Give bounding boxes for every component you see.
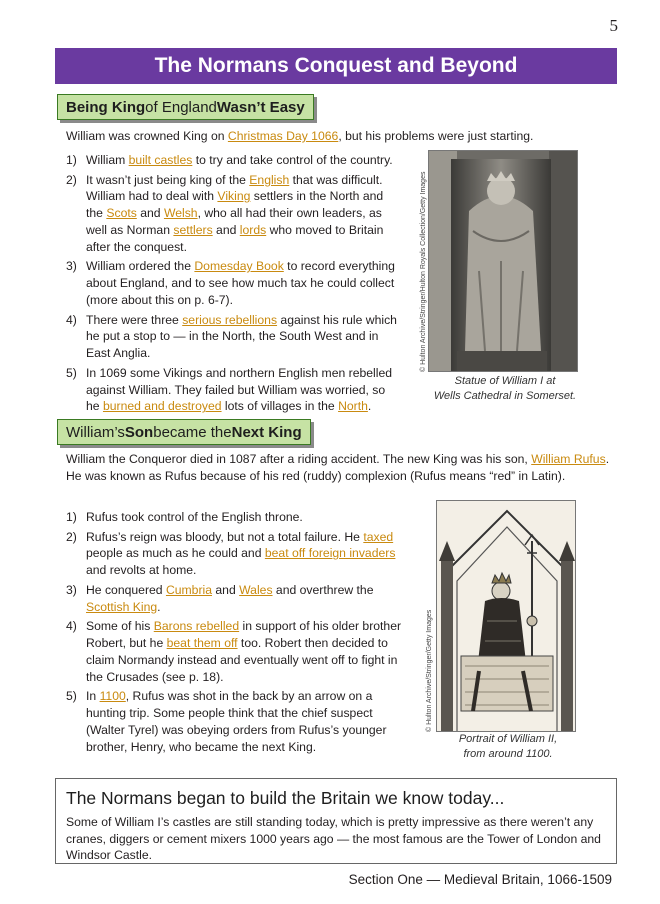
page-footer: Section One — Medieval Britain, 1066-1509 (348, 872, 612, 887)
text-run: too. Robert then decided to claim Normandy instead and eventually went off to fight in the Crusades (see p. 18). (86, 635, 398, 684)
key-term: Barons rebelled (153, 619, 240, 634)
key-term: beat off foreign invaders (264, 546, 396, 561)
text-run: There were three (86, 312, 183, 327)
caption-portrait-line1: Portrait of William II, (458, 733, 558, 745)
text-run: , Rufus was shot in the back by an arrow on a hunting trip. Some people think that the chief suspect (Walter Tyrel) was obeying orders from Rufus’s younger brother, Henry, who became the next King. (86, 689, 387, 754)
section2-heading-part: Son (124, 423, 154, 441)
text-run: to try and take control of the country. (192, 153, 393, 167)
photo-credit-statue: © Hulton Archive/Stringer/Hulton Royals Collection/Getty Images (420, 171, 427, 372)
text-run: and revolts at home. (86, 563, 197, 578)
list-item-number: 2) (66, 172, 77, 187)
key-term: Scottish King (86, 599, 158, 614)
caption-portrait (430, 732, 586, 762)
summary-text: Some of William I’s castles are still standing today, which is pretty impressive as there weren’t any cranes, diggers or cement mixers 1000 years ago — the most famous are the Tower of London and Windsor Castle. (66, 815, 601, 862)
text-run: , but his problems were just starting. (338, 129, 534, 143)
text-run: . He was known as Rufus because of his red (ruddy) complexion (Rufus means “red” in Latin). (66, 452, 610, 483)
list-item-number: 3) (66, 582, 77, 597)
text-run: against his rule which he put a stop to — in the North, the South West and in East Anglia. (86, 312, 397, 361)
list-item (66, 688, 402, 755)
text-run: people as much as he could and (86, 546, 265, 561)
list-item-number: 3) (66, 259, 77, 274)
caption-statue-line2: Wells Cathedral in Somerset. (433, 390, 577, 402)
key-term: taxed (363, 529, 394, 544)
key-term: lords (239, 222, 267, 237)
list-item-number: 5) (66, 689, 77, 704)
portrait-photo (436, 500, 576, 732)
key-term: Viking (217, 189, 251, 204)
key-term: Christmas Day 1066 (227, 129, 339, 143)
section2-list (66, 509, 402, 758)
text-run: lots of villages in the (221, 399, 339, 414)
text-run: He conquered (86, 582, 166, 597)
text-run: and (212, 222, 240, 237)
text-run: In 1069 some Vikings and northern English men rebelled against William. They failed but William was worried, so he (86, 365, 393, 414)
key-term: burned and destroyed (102, 399, 222, 414)
text-run: William the Conqueror died in 1087 after a riding accident. The new King was his son, (66, 452, 532, 466)
list-item-number: 1) (66, 510, 77, 524)
section1-list (66, 152, 402, 418)
summary-box (55, 778, 617, 864)
list-item (66, 312, 402, 362)
text-run: In (86, 689, 100, 704)
section1-intro (66, 128, 616, 145)
text-run: William ordered the (86, 259, 195, 274)
key-term: serious rebellions (182, 312, 278, 327)
statue-photo (428, 150, 578, 372)
key-term: Cumbria (165, 582, 213, 597)
text-run: in support of his older brother Robert, but he (86, 619, 402, 650)
list-item-number: 5) (66, 365, 77, 380)
list-item (66, 152, 402, 169)
caption-statue-line1: Statue of William I at (454, 375, 556, 387)
section1-heading-part: of England (145, 98, 217, 116)
text-run: Rufus’s reign was bloody, but not a total failure. He (86, 529, 364, 544)
page-number: 5 (609, 16, 618, 35)
caption-statue (420, 374, 590, 404)
text-run: . (367, 399, 372, 414)
key-term: Wales (239, 582, 273, 597)
text-run: and (136, 206, 164, 221)
text-run: , who all had their own leaders, as well as Norman (86, 206, 382, 237)
list-item-number: 4) (66, 619, 77, 634)
list-item-number: 1) (66, 153, 77, 167)
text-run: that was difficult. William had to deal with (86, 172, 383, 204)
key-term: 1100 (99, 689, 126, 704)
list-item (66, 258, 402, 308)
section-heading-son-next-king (57, 419, 311, 445)
section2-heading-part: William’s (66, 423, 125, 441)
key-term: Welsh (163, 206, 198, 221)
key-term: Scots (106, 206, 137, 221)
text-run: who moved to Britain after the conquest. (86, 222, 384, 254)
text-run: It wasn’t just being king of the (86, 172, 250, 187)
key-term: North (338, 399, 368, 414)
text-run: settlers in the North and the (86, 189, 384, 221)
summary-title: The Normans began to build the Britain we know today... (66, 788, 505, 808)
key-term: beat them off (166, 635, 238, 650)
text-run: . (157, 599, 161, 614)
key-term: English (249, 172, 290, 187)
section2-heading-part: Next King (231, 423, 302, 441)
list-item (66, 618, 402, 685)
list-item-number: 2) (66, 529, 77, 544)
text-run: Rufus took control of the English throne. (86, 510, 303, 524)
list-item (66, 582, 402, 616)
text-run: William (86, 153, 129, 167)
photo-credit-portrait: © Hulton Archive/Stringer/Getty Images (426, 609, 433, 732)
page-title: The Normans Conquest and Beyond (55, 48, 617, 84)
text-run: and overthrew the (272, 582, 374, 597)
key-term: built castles (128, 153, 193, 167)
list-item-number: 4) (66, 312, 77, 327)
list-item (66, 172, 402, 256)
key-term: Domesday Book (194, 259, 284, 274)
section2-intro (66, 451, 616, 485)
section1-heading-part: Wasn’t Easy (216, 98, 305, 116)
list-item (66, 509, 402, 526)
text-run: to record everything about England, and to see how much tax he could collect (more about this on p. 6-7). (86, 259, 395, 307)
section-heading-being-king (57, 94, 314, 120)
key-term: settlers (173, 222, 213, 237)
text-run: and (212, 582, 240, 597)
list-item (66, 365, 402, 415)
section2-heading-part: became the (153, 423, 232, 441)
list-item (66, 529, 402, 579)
text-run: William was crowned King on (66, 129, 228, 143)
caption-portrait-line2: from around 1100. (463, 748, 553, 760)
key-term: William Rufus (531, 452, 606, 466)
text-run: Some of his (86, 619, 154, 634)
section1-heading-part: Being King (66, 98, 146, 116)
